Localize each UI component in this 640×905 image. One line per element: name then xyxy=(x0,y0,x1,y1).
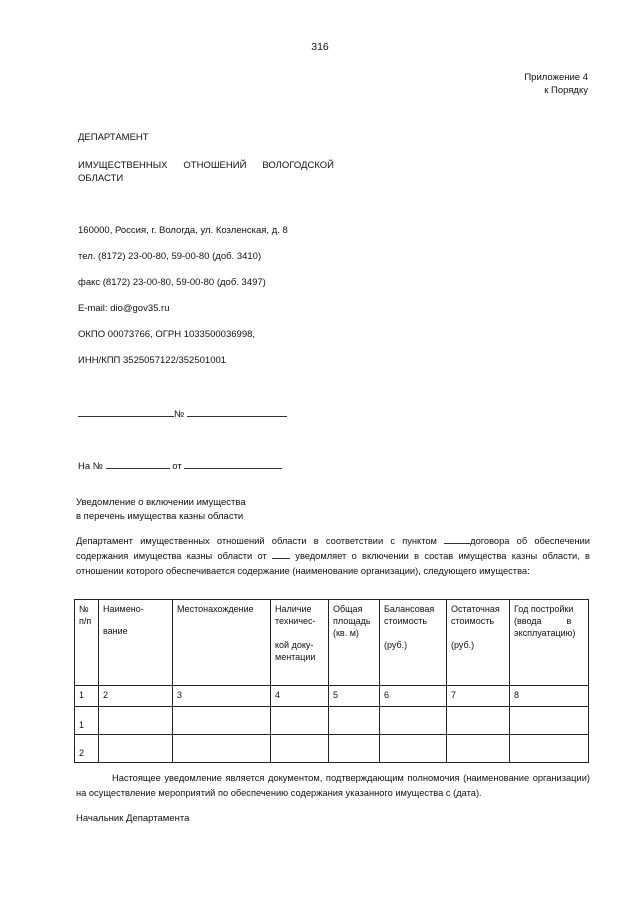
header-number: № п/п xyxy=(75,600,99,686)
appendix-reference xyxy=(524,71,588,97)
table-header-row xyxy=(75,600,589,686)
contract-date-blank[interactable] xyxy=(272,549,290,559)
outgoing-number-blank[interactable] xyxy=(187,407,287,417)
table-cell[interactable] xyxy=(271,707,329,735)
sender-address: 160000, Россия, г. Вологда, ул. Козленская, д. 8 xyxy=(78,225,288,236)
table-cell[interactable] xyxy=(380,707,447,735)
subject-line-1: Уведомление о включении имущества xyxy=(76,497,246,508)
table-cell[interactable] xyxy=(99,707,173,735)
table-row xyxy=(75,707,589,735)
row-number: 1 xyxy=(75,707,99,735)
incoming-date-label: от xyxy=(172,461,182,472)
sender-inn-kpp: ИНН/КПП 3525057122/352501001 xyxy=(78,355,227,366)
table-cell[interactable] xyxy=(447,707,510,735)
outgoing-number-label: № xyxy=(174,409,185,420)
subject-line-2: в перечень имущества казны области xyxy=(76,511,244,522)
body-part-2: договора об обеспечении содержания имущества казны области от xyxy=(76,536,590,561)
sender-phone: тел. (8172) 23-00-80, 59-00-80 (доб. 3410) xyxy=(78,251,262,262)
header-residual-value: Остаточная стоимость (руб.) xyxy=(447,600,510,686)
header-year-built: Год постройки (ввода в эксплуатацию) xyxy=(510,600,589,686)
table-cell[interactable] xyxy=(99,735,173,763)
department-name-line-2 xyxy=(78,160,334,172)
column-number: 5 xyxy=(329,686,380,707)
page-number: 316 xyxy=(311,41,329,53)
body-part-3: уведомляет о включении в состав имущества казны области, в отношении которого обеспечивается содержание (наименование организации), следующего имущества: xyxy=(76,551,590,576)
column-number: 2 xyxy=(99,686,173,707)
table-cell[interactable] xyxy=(329,707,380,735)
table-cell[interactable] xyxy=(173,707,271,735)
appendix-line-2: к Порядку xyxy=(544,85,588,96)
sender-fax: факс (8172) 23-00-80, 59-00-80 (доб. 3497) xyxy=(78,277,266,288)
incoming-reference-line xyxy=(78,459,282,473)
appendix-line-1: Приложение 4 xyxy=(524,72,588,83)
department-word-3: ВОЛОГОДСКОЙ xyxy=(262,160,334,171)
department-name-line-1: ДЕПАРТАМЕНТ xyxy=(78,132,149,143)
column-number: 3 xyxy=(173,686,271,707)
header-location: Местонахождение xyxy=(173,600,271,686)
incoming-date-blank[interactable] xyxy=(184,459,282,469)
column-number: 7 xyxy=(447,686,510,707)
sender-email: E-mail: dio@gov35.ru xyxy=(78,303,170,314)
column-number-row xyxy=(75,686,589,707)
table-cell[interactable] xyxy=(447,735,510,763)
table-cell[interactable] xyxy=(510,735,589,763)
row-number: 2 xyxy=(75,735,99,763)
clause-number-blank[interactable] xyxy=(444,534,470,544)
column-number: 6 xyxy=(380,686,447,707)
header-book-value: Балансовая стоимость (руб.) xyxy=(380,600,447,686)
incoming-number-label: На № xyxy=(78,461,103,472)
header-tech-docs: Наличие техничес- кой доку- ментации xyxy=(271,600,329,686)
department-word-1: ИМУЩЕСТВЕННЫХ xyxy=(78,160,168,171)
table-cell[interactable] xyxy=(510,707,589,735)
table-cell[interactable] xyxy=(173,735,271,763)
header-total-area: Общая площадь (кв. м) xyxy=(329,600,380,686)
department-name-line-3: ОБЛАСТИ xyxy=(78,173,124,184)
property-table xyxy=(74,599,589,763)
table-cell[interactable] xyxy=(271,735,329,763)
column-number: 1 xyxy=(75,686,99,707)
table-cell[interactable] xyxy=(380,735,447,763)
header-name: Наимено- вание xyxy=(99,600,173,686)
column-number: 8 xyxy=(510,686,589,707)
column-number: 4 xyxy=(271,686,329,707)
table-row xyxy=(75,735,589,763)
table-cell[interactable] xyxy=(329,735,380,763)
incoming-number-blank[interactable] xyxy=(106,459,170,469)
notification-body xyxy=(76,534,590,579)
body-part-1: Департамент имущественных отношений области в соответствии с пунктом xyxy=(76,536,437,546)
sender-okpo-ogrn: ОКПО 00073766, ОГРН 1033500036998, xyxy=(78,329,256,340)
outgoing-registration-line xyxy=(78,407,287,421)
signature-title: Начальник Департамента xyxy=(76,813,190,824)
outgoing-date-blank[interactable] xyxy=(78,407,174,417)
department-word-2: ОТНОШЕНИЙ xyxy=(183,160,247,171)
closing-paragraph: Настоящее уведомление является документом, подтверждающим полномочия (наименование организации) на осуществление мероприятий по обеспечению содержания указанного имущества с (дата). xyxy=(76,773,590,798)
